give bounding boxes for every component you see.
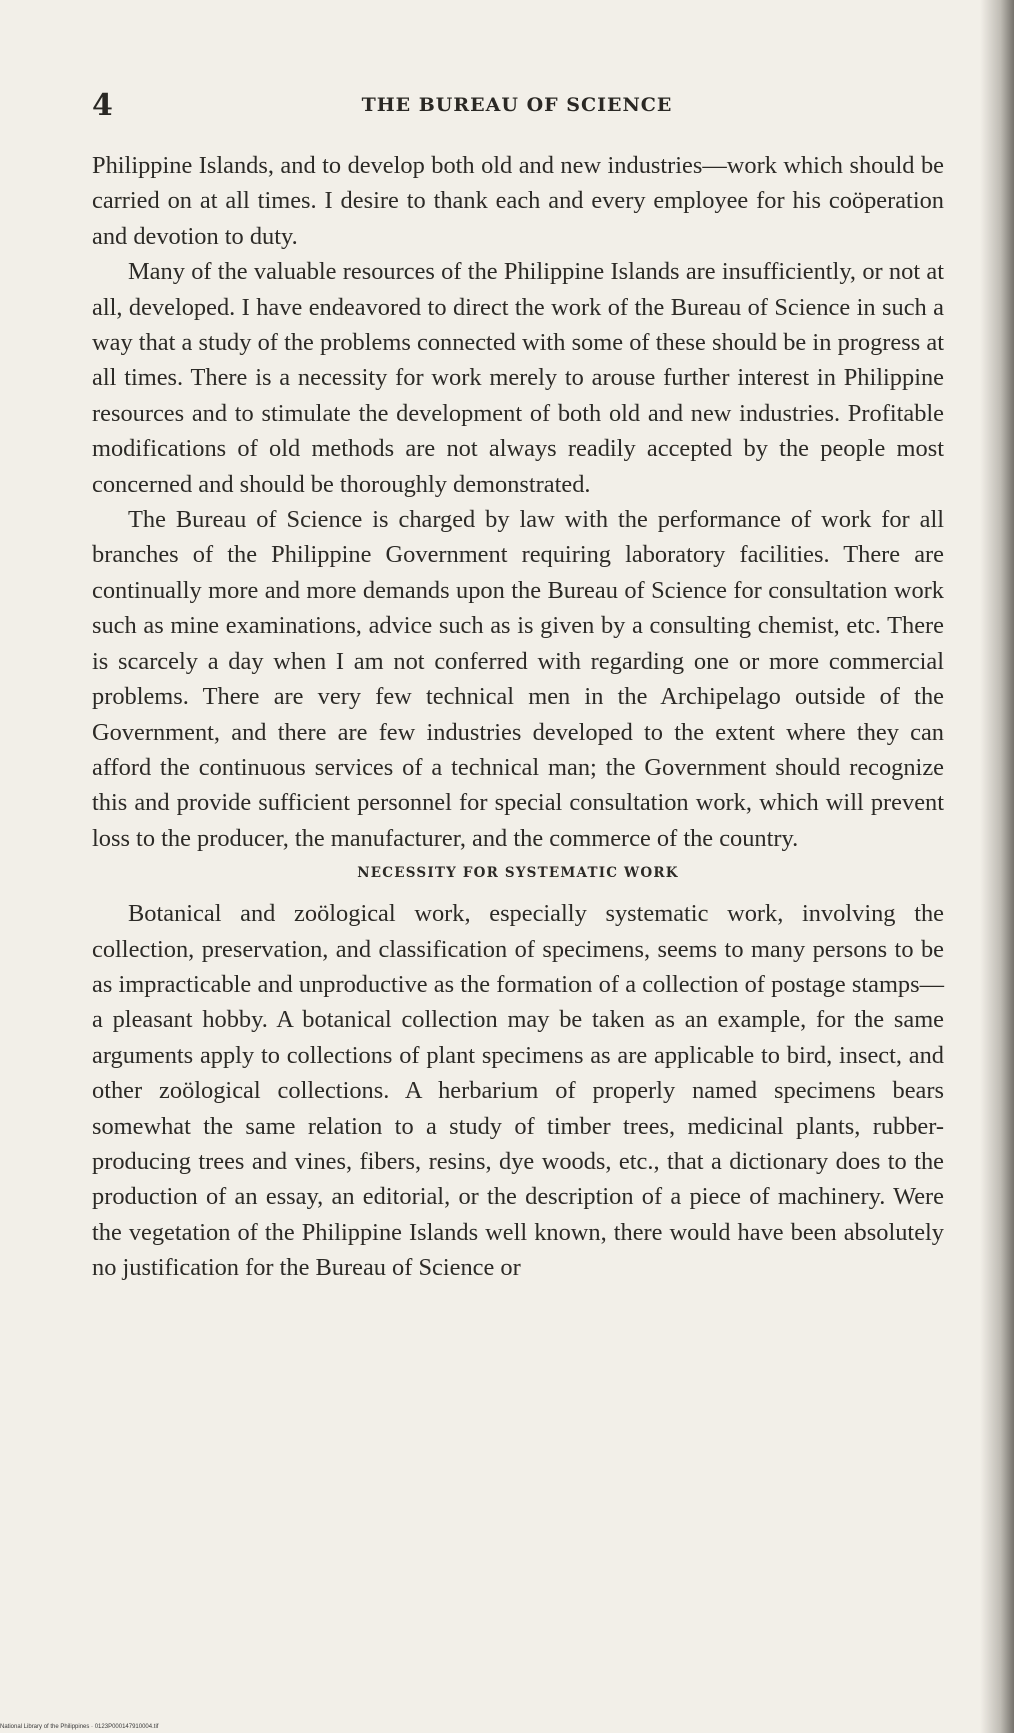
paragraph-bureau-duties: The Bureau of Science is charged by law with the performance of work for all branches of the Philippine Government requiring laboratory facilities. There are continually more and more demands upon the Bureau of Science for consultation work such as mine examinations, advice such as is given by a consulting chemist, etc. There is scarcely a day when I am not conferred with regarding one or more commercial problems. There are very few technical men in the Archipelago outside of the Government, and there are few industries developed to the extent where they can afford the continuous services of a technical man; the Government should recognize this and provide sufficient personnel for special consultation work, which will prevent loss to the producer, the manufacturer, and the commerce of the country. bbox=[92, 506, 944, 852]
paragraph-resources: Many of the valuable resources of the Philippine Islands are insufficiently, or not at all, developed. I have endeavored to direct the work of the Bureau of Science in such a way that a study of the problems connected with some of these should be in progress at all times. There is a necessity for work merely to arouse further interest in Philippine resources and to stimulate the development of both old and new industries. Profitable modifications of old methods are not always readily accepted by the people most concerned and should be thoroughly demonstrated. bbox=[92, 258, 944, 498]
page-edge-shadow bbox=[980, 0, 1014, 1733]
paragraph-continued: Philippine Islands, and to develop both old and new industries—work which should be carried on at all times. I desire to thank each and every employee for his coöperation and devotion to duty. bbox=[92, 152, 944, 250]
section-heading: NECESSITY FOR SYSTEMATIC WORK bbox=[357, 865, 679, 882]
page-number: 4 bbox=[92, 88, 113, 123]
paragraph-systematic-work: Botanical and zoölogical work, especially systematic work, involving the collection, preservation, and classification of specimens, seems to many persons to be as impracticable and unproductive as the formation of a collection of postage stamps—a pleasant hobby. A botanical collection may be taken as an example, for the same arguments apply to collections of plant specimens as are applicable to bird, insect, and other zoölogical collections. A herbarium of properly named specimens bears somewhat the same relation to a study of timber trees, medicinal plants, rubber-producing trees and vines, fibers, resins, dye woods, etc., that a dictionary does to the production of an essay, an editorial, or the description of a piece of machinery. Were the vegetation of the Philippine Islands well known, there would have been absolutely no justification for the Bureau of Science or bbox=[92, 900, 944, 1282]
running-head: THE BUREAU OF SCIENCE bbox=[361, 94, 673, 116]
scan-footer: National Library of the Philippines · 0123P000147910004.tif bbox=[0, 1724, 159, 1730]
page-header bbox=[92, 88, 942, 128]
body-text bbox=[92, 148, 944, 1286]
